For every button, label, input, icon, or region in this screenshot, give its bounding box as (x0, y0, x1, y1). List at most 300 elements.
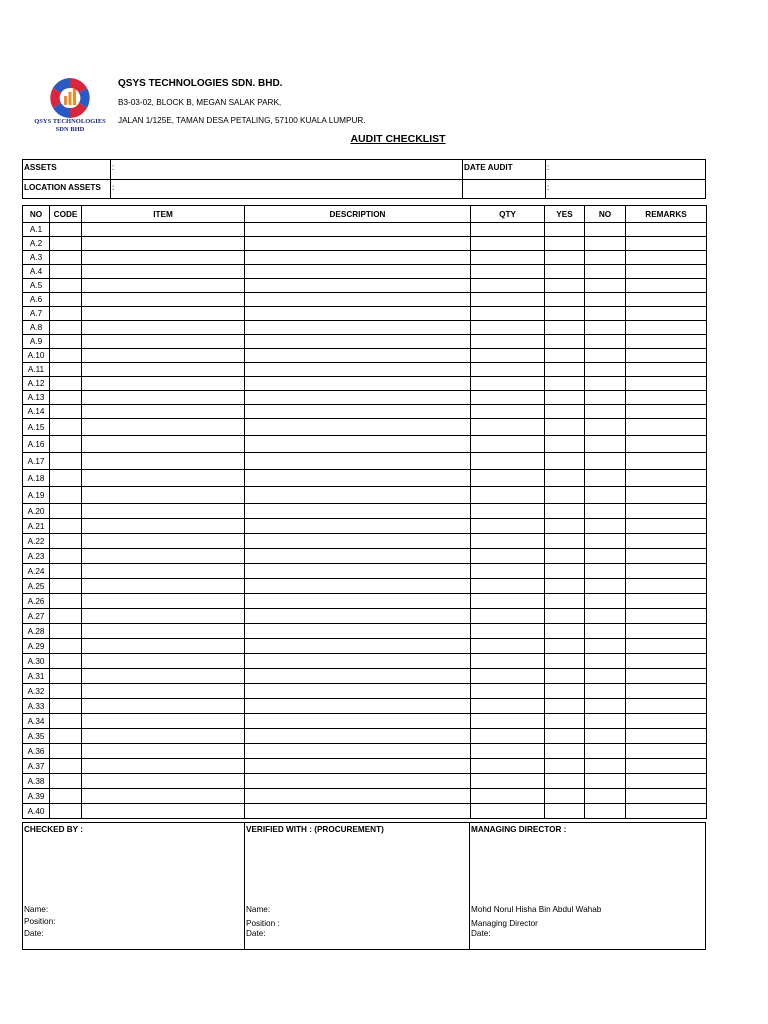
row-no-answer-cell[interactable] (585, 349, 626, 363)
row-remarks-cell[interactable] (626, 714, 707, 729)
date-audit-field[interactable]: : (547, 163, 550, 172)
row-yes-cell[interactable] (545, 321, 585, 335)
row-code-cell[interactable] (50, 265, 82, 279)
row-qty-cell[interactable] (471, 654, 545, 669)
row-remarks-cell[interactable] (626, 363, 707, 377)
row-yes-cell[interactable] (545, 363, 585, 377)
row-item-cell[interactable] (82, 307, 245, 321)
row-remarks-cell[interactable] (626, 470, 707, 487)
row-qty-cell[interactable] (471, 391, 545, 405)
row-item-cell[interactable] (82, 594, 245, 609)
row-qty-cell[interactable] (471, 774, 545, 789)
row-description-cell[interactable] (245, 744, 471, 759)
row-remarks-cell[interactable] (626, 335, 707, 349)
row-remarks-cell[interactable] (626, 639, 707, 654)
row-yes-cell[interactable] (545, 335, 585, 349)
row-item-cell[interactable] (82, 624, 245, 639)
row-description-cell[interactable] (245, 363, 471, 377)
row-no-answer-cell[interactable] (585, 654, 626, 669)
row-remarks-cell[interactable] (626, 223, 707, 237)
row-item-cell[interactable] (82, 470, 245, 487)
row-yes-cell[interactable] (545, 279, 585, 293)
row-no-answer-cell[interactable] (585, 487, 626, 504)
row-code-cell[interactable] (50, 549, 82, 564)
row-remarks-cell[interactable] (626, 744, 707, 759)
row-description-cell[interactable] (245, 251, 471, 265)
row-remarks-cell[interactable] (626, 237, 707, 251)
row-qty-cell[interactable] (471, 804, 545, 819)
row-no-answer-cell[interactable] (585, 335, 626, 349)
row-yes-cell[interactable] (545, 624, 585, 639)
row-code-cell[interactable] (50, 470, 82, 487)
row-remarks-cell[interactable] (626, 405, 707, 419)
row-item-cell[interactable] (82, 265, 245, 279)
row-qty-cell[interactable] (471, 789, 545, 804)
row-remarks-cell[interactable] (626, 564, 707, 579)
row-description-cell[interactable] (245, 279, 471, 293)
table-row (23, 534, 707, 549)
row-code-cell[interactable] (50, 684, 82, 699)
row-no-answer-cell[interactable] (585, 774, 626, 789)
row-description-cell[interactable] (245, 549, 471, 564)
row-qty-cell[interactable] (471, 549, 545, 564)
row-qty-cell[interactable] (471, 519, 545, 534)
row-code-cell[interactable] (50, 391, 82, 405)
row-qty-cell[interactable] (471, 293, 545, 307)
row-item-cell[interactable] (82, 684, 245, 699)
row-no-answer-cell[interactable] (585, 293, 626, 307)
row-description-cell[interactable] (245, 504, 471, 519)
row-yes-cell[interactable] (545, 307, 585, 321)
row-yes-cell[interactable] (545, 487, 585, 504)
row-no-answer-cell[interactable] (585, 534, 626, 549)
table-row (23, 654, 707, 669)
row-item-cell[interactable] (82, 804, 245, 819)
row-code-cell[interactable] (50, 279, 82, 293)
row-qty-cell[interactable] (471, 363, 545, 377)
checked-by-name[interactable]: Name: (24, 905, 49, 914)
row-description-cell[interactable] (245, 669, 471, 684)
row-yes-cell[interactable] (545, 293, 585, 307)
row-yes-cell[interactable] (545, 470, 585, 487)
row-yes-cell[interactable] (545, 654, 585, 669)
row-yes-cell[interactable] (545, 744, 585, 759)
row-no-answer-cell[interactable] (585, 265, 626, 279)
row-item-cell[interactable] (82, 237, 245, 251)
row-qty-cell[interactable] (471, 759, 545, 774)
row-yes-cell[interactable] (545, 377, 585, 391)
row-no-answer-cell[interactable] (585, 789, 626, 804)
row-description-cell[interactable] (245, 534, 471, 549)
row-description-cell[interactable] (245, 321, 471, 335)
row-yes-cell[interactable] (545, 419, 585, 436)
row-item-cell[interactable] (82, 564, 245, 579)
row-item-cell[interactable] (82, 609, 245, 624)
row-description-cell[interactable] (245, 564, 471, 579)
row-no-answer-cell[interactable] (585, 391, 626, 405)
row-item-cell[interactable] (82, 223, 245, 237)
row-yes-cell[interactable] (545, 774, 585, 789)
row-description-cell[interactable] (245, 699, 471, 714)
row-code-cell[interactable] (50, 377, 82, 391)
row-qty-cell[interactable] (471, 594, 545, 609)
row-qty-cell[interactable] (471, 684, 545, 699)
row-no-answer-cell[interactable] (585, 237, 626, 251)
row-qty-cell[interactable] (471, 487, 545, 504)
row-number: A.2 (23, 237, 50, 251)
row-remarks-cell[interactable] (626, 804, 707, 819)
row-remarks-cell[interactable] (626, 391, 707, 405)
row-no-answer-cell[interactable] (585, 669, 626, 684)
row-description-cell[interactable] (245, 436, 471, 453)
row-remarks-cell[interactable] (626, 307, 707, 321)
row-yes-cell[interactable] (545, 684, 585, 699)
row-no-answer-cell[interactable] (585, 453, 626, 470)
row-code-cell[interactable] (50, 609, 82, 624)
row-description-cell[interactable] (245, 349, 471, 363)
row-description-cell[interactable] (245, 684, 471, 699)
row-remarks-cell[interactable] (626, 624, 707, 639)
row-remarks-cell[interactable] (626, 377, 707, 391)
row-remarks-cell[interactable] (626, 504, 707, 519)
row-item-cell[interactable] (82, 453, 245, 470)
row-no-answer-cell[interactable] (585, 729, 626, 744)
row-remarks-cell[interactable] (626, 594, 707, 609)
row-remarks-cell[interactable] (626, 487, 707, 504)
row-qty-cell[interactable] (471, 436, 545, 453)
row-code-cell[interactable] (50, 774, 82, 789)
row-yes-cell[interactable] (545, 549, 585, 564)
table-row (23, 639, 707, 654)
row-yes-cell[interactable] (545, 789, 585, 804)
row-no-answer-cell[interactable] (585, 624, 626, 639)
row-remarks-cell[interactable] (626, 534, 707, 549)
row-code-cell[interactable] (50, 639, 82, 654)
row-item-cell[interactable] (82, 699, 245, 714)
row-description-cell[interactable] (245, 293, 471, 307)
row-description-cell[interactable] (245, 594, 471, 609)
row-item-cell[interactable] (82, 669, 245, 684)
blank-field[interactable]: : (547, 183, 550, 192)
row-yes-cell[interactable] (545, 564, 585, 579)
row-description-cell[interactable] (245, 453, 471, 470)
row-item-cell[interactable] (82, 774, 245, 789)
row-no-answer-cell[interactable] (585, 279, 626, 293)
row-code-cell[interactable] (50, 699, 82, 714)
row-item-cell[interactable] (82, 714, 245, 729)
row-qty-cell[interactable] (471, 579, 545, 594)
row-qty-cell[interactable] (471, 729, 545, 744)
row-no-answer-cell[interactable] (585, 594, 626, 609)
table-row (23, 405, 707, 419)
row-item-cell[interactable] (82, 279, 245, 293)
row-description-cell[interactable] (245, 377, 471, 391)
row-yes-cell[interactable] (545, 391, 585, 405)
row-qty-cell[interactable] (471, 349, 545, 363)
checked-by-position[interactable]: Position: (24, 917, 56, 926)
row-item-cell[interactable] (82, 549, 245, 564)
row-qty-cell[interactable] (471, 624, 545, 639)
row-item-cell[interactable] (82, 579, 245, 594)
row-description-cell[interactable] (245, 470, 471, 487)
row-yes-cell[interactable] (545, 223, 585, 237)
row-code-cell[interactable] (50, 519, 82, 534)
row-item-cell[interactable] (82, 335, 245, 349)
row-description-cell[interactable] (245, 789, 471, 804)
row-code-cell[interactable] (50, 335, 82, 349)
table-row (23, 624, 707, 639)
row-description-cell[interactable] (245, 405, 471, 419)
row-no-answer-cell[interactable] (585, 714, 626, 729)
row-qty-cell[interactable] (471, 335, 545, 349)
assets-field[interactable]: : (112, 163, 115, 172)
row-item-cell[interactable] (82, 729, 245, 744)
row-description-cell[interactable] (245, 223, 471, 237)
row-code-cell[interactable] (50, 223, 82, 237)
row-remarks-cell[interactable] (626, 579, 707, 594)
row-number: A.39 (23, 789, 50, 804)
row-qty-cell[interactable] (471, 237, 545, 251)
row-yes-cell[interactable] (545, 609, 585, 624)
row-description-cell[interactable] (245, 804, 471, 819)
col-header-remarks: REMARKS (626, 206, 707, 223)
row-no-answer-cell[interactable] (585, 579, 626, 594)
row-qty-cell[interactable] (471, 307, 545, 321)
row-no-answer-cell[interactable] (585, 744, 626, 759)
row-description-cell[interactable] (245, 759, 471, 774)
row-no-answer-cell[interactable] (585, 699, 626, 714)
row-remarks-cell[interactable] (626, 436, 707, 453)
verified-with-name[interactable]: Name: (246, 905, 271, 914)
row-no-answer-cell[interactable] (585, 609, 626, 624)
row-item-cell[interactable] (82, 759, 245, 774)
location-assets-field[interactable]: : (112, 183, 115, 192)
row-code-cell[interactable] (50, 405, 82, 419)
row-remarks-cell[interactable] (626, 453, 707, 470)
row-no-answer-cell[interactable] (585, 363, 626, 377)
row-number: A.5 (23, 279, 50, 293)
row-remarks-cell[interactable] (626, 759, 707, 774)
row-remarks-cell[interactable] (626, 684, 707, 699)
row-yes-cell[interactable] (545, 349, 585, 363)
row-remarks-cell[interactable] (626, 669, 707, 684)
row-code-cell[interactable] (50, 349, 82, 363)
row-no-answer-cell[interactable] (585, 519, 626, 534)
row-item-cell[interactable] (82, 519, 245, 534)
row-qty-cell[interactable] (471, 669, 545, 684)
row-code-cell[interactable] (50, 579, 82, 594)
row-item-cell[interactable] (82, 251, 245, 265)
managing-director-date[interactable]: Date: (471, 929, 491, 938)
row-remarks-cell[interactable] (626, 519, 707, 534)
verified-with-position[interactable]: Position : (246, 919, 280, 928)
row-description-cell[interactable] (245, 729, 471, 744)
row-qty-cell[interactable] (471, 504, 545, 519)
row-qty-cell[interactable] (471, 714, 545, 729)
row-item-cell[interactable] (82, 363, 245, 377)
row-item-cell[interactable] (82, 405, 245, 419)
row-code-cell[interactable] (50, 744, 82, 759)
row-no-answer-cell[interactable] (585, 759, 626, 774)
row-yes-cell[interactable] (545, 759, 585, 774)
row-description-cell[interactable] (245, 419, 471, 436)
row-remarks-cell[interactable] (626, 549, 707, 564)
row-item-cell[interactable] (82, 391, 245, 405)
row-item-cell[interactable] (82, 639, 245, 654)
row-description-cell[interactable] (245, 335, 471, 349)
row-qty-cell[interactable] (471, 639, 545, 654)
row-yes-cell[interactable] (545, 804, 585, 819)
row-no-answer-cell[interactable] (585, 251, 626, 265)
row-description-cell[interactable] (245, 265, 471, 279)
row-description-cell[interactable] (245, 624, 471, 639)
row-qty-cell[interactable] (471, 377, 545, 391)
row-code-cell[interactable] (50, 419, 82, 436)
row-yes-cell[interactable] (545, 699, 585, 714)
row-item-cell[interactable] (82, 436, 245, 453)
row-item-cell[interactable] (82, 534, 245, 549)
row-code-cell[interactable] (50, 436, 82, 453)
row-qty-cell[interactable] (471, 405, 545, 419)
row-remarks-cell[interactable] (626, 349, 707, 363)
row-remarks-cell[interactable] (626, 654, 707, 669)
row-yes-cell[interactable] (545, 237, 585, 251)
row-code-cell[interactable] (50, 789, 82, 804)
row-yes-cell[interactable] (545, 265, 585, 279)
row-no-answer-cell[interactable] (585, 470, 626, 487)
row-description-cell[interactable] (245, 237, 471, 251)
row-yes-cell[interactable] (545, 453, 585, 470)
row-yes-cell[interactable] (545, 251, 585, 265)
row-code-cell[interactable] (50, 624, 82, 639)
row-no-answer-cell[interactable] (585, 321, 626, 335)
row-qty-cell[interactable] (471, 453, 545, 470)
row-qty-cell[interactable] (471, 470, 545, 487)
row-qty-cell[interactable] (471, 744, 545, 759)
row-description-cell[interactable] (245, 774, 471, 789)
row-item-cell[interactable] (82, 293, 245, 307)
row-no-answer-cell[interactable] (585, 639, 626, 654)
row-code-cell[interactable] (50, 363, 82, 377)
row-item-cell[interactable] (82, 377, 245, 391)
row-qty-cell[interactable] (471, 321, 545, 335)
row-qty-cell[interactable] (471, 279, 545, 293)
row-yes-cell[interactable] (545, 594, 585, 609)
row-description-cell[interactable] (245, 714, 471, 729)
row-description-cell[interactable] (245, 391, 471, 405)
row-no-answer-cell[interactable] (585, 405, 626, 419)
row-no-answer-cell[interactable] (585, 223, 626, 237)
row-qty-cell[interactable] (471, 699, 545, 714)
row-code-cell[interactable] (50, 594, 82, 609)
row-no-answer-cell[interactable] (585, 684, 626, 699)
row-description-cell[interactable] (245, 639, 471, 654)
row-qty-cell[interactable] (471, 534, 545, 549)
row-no-answer-cell[interactable] (585, 307, 626, 321)
row-remarks-cell[interactable] (626, 609, 707, 624)
checked-by-date[interactable]: Date: (24, 929, 44, 938)
row-yes-cell[interactable] (545, 579, 585, 594)
row-description-cell[interactable] (245, 654, 471, 669)
row-item-cell[interactable] (82, 487, 245, 504)
row-item-cell[interactable] (82, 419, 245, 436)
row-item-cell[interactable] (82, 504, 245, 519)
row-description-cell[interactable] (245, 519, 471, 534)
row-code-cell[interactable] (50, 504, 82, 519)
row-code-cell[interactable] (50, 714, 82, 729)
row-description-cell[interactable] (245, 609, 471, 624)
row-item-cell[interactable] (82, 789, 245, 804)
row-remarks-cell[interactable] (626, 729, 707, 744)
row-code-cell[interactable] (50, 669, 82, 684)
row-yes-cell[interactable] (545, 639, 585, 654)
row-qty-cell[interactable] (471, 564, 545, 579)
row-no-answer-cell[interactable] (585, 504, 626, 519)
row-remarks-cell[interactable] (626, 321, 707, 335)
row-item-cell[interactable] (82, 654, 245, 669)
row-yes-cell[interactable] (545, 669, 585, 684)
row-qty-cell[interactable] (471, 251, 545, 265)
row-description-cell[interactable] (245, 307, 471, 321)
row-yes-cell[interactable] (545, 504, 585, 519)
row-qty-cell[interactable] (471, 609, 545, 624)
row-yes-cell[interactable] (545, 405, 585, 419)
row-remarks-cell[interactable] (626, 419, 707, 436)
row-code-cell[interactable] (50, 564, 82, 579)
verified-with-date[interactable]: Date: (246, 929, 266, 938)
row-yes-cell[interactable] (545, 714, 585, 729)
row-remarks-cell[interactable] (626, 774, 707, 789)
row-description-cell[interactable] (245, 487, 471, 504)
row-remarks-cell[interactable] (626, 251, 707, 265)
row-code-cell[interactable] (50, 729, 82, 744)
row-code-cell[interactable] (50, 534, 82, 549)
row-code-cell[interactable] (50, 307, 82, 321)
row-code-cell[interactable] (50, 251, 82, 265)
row-code-cell[interactable] (50, 804, 82, 819)
row-yes-cell[interactable] (545, 534, 585, 549)
row-qty-cell[interactable] (471, 419, 545, 436)
row-code-cell[interactable] (50, 654, 82, 669)
row-description-cell[interactable] (245, 579, 471, 594)
row-item-cell[interactable] (82, 744, 245, 759)
row-remarks-cell[interactable] (626, 265, 707, 279)
row-no-answer-cell[interactable] (585, 419, 626, 436)
row-remarks-cell[interactable] (626, 789, 707, 804)
row-qty-cell[interactable] (471, 265, 545, 279)
row-code-cell[interactable] (50, 759, 82, 774)
row-code-cell[interactable] (50, 487, 82, 504)
row-code-cell[interactable] (50, 237, 82, 251)
row-no-answer-cell[interactable] (585, 804, 626, 819)
row-yes-cell[interactable] (545, 519, 585, 534)
row-code-cell[interactable] (50, 293, 82, 307)
row-item-cell[interactable] (82, 349, 245, 363)
row-code-cell[interactable] (50, 321, 82, 335)
row-code-cell[interactable] (50, 453, 82, 470)
row-no-answer-cell[interactable] (585, 436, 626, 453)
row-yes-cell[interactable] (545, 729, 585, 744)
row-no-answer-cell[interactable] (585, 549, 626, 564)
row-remarks-cell[interactable] (626, 699, 707, 714)
row-no-answer-cell[interactable] (585, 564, 626, 579)
row-item-cell[interactable] (82, 321, 245, 335)
row-no-answer-cell[interactable] (585, 377, 626, 391)
row-remarks-cell[interactable] (626, 279, 707, 293)
row-qty-cell[interactable] (471, 223, 545, 237)
row-yes-cell[interactable] (545, 436, 585, 453)
row-remarks-cell[interactable] (626, 293, 707, 307)
